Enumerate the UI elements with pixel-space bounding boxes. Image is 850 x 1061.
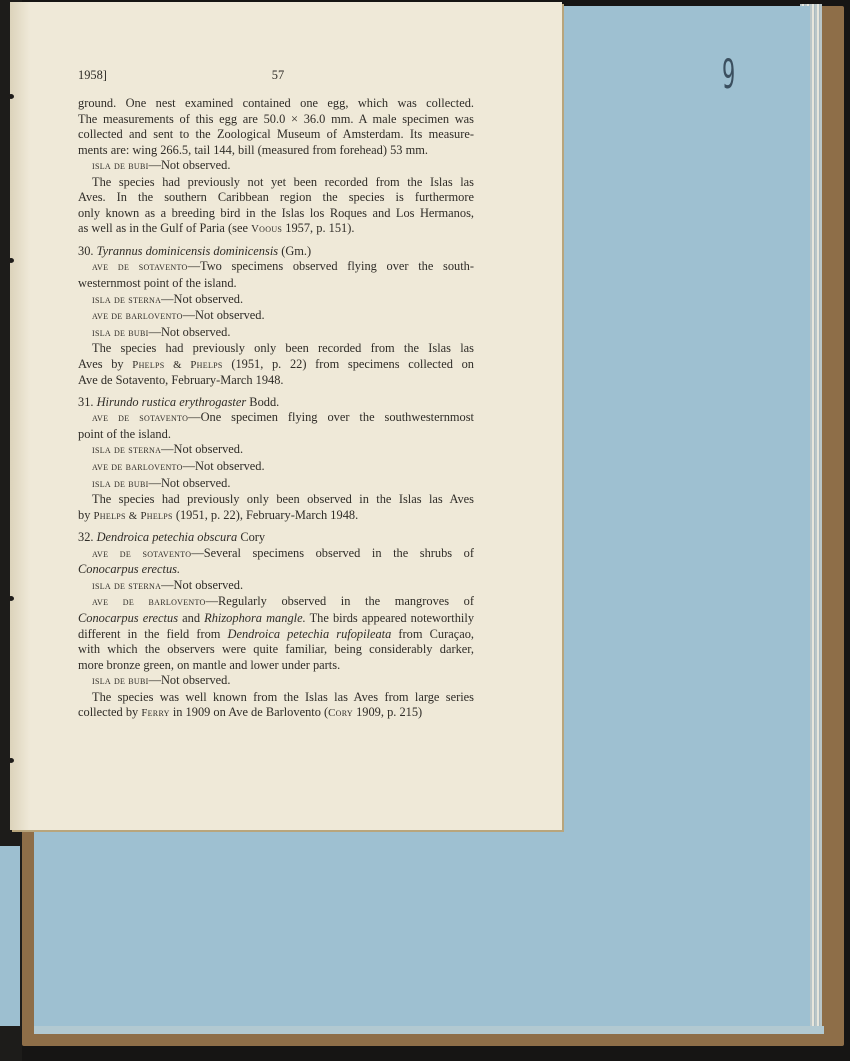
- text-run: 1909, p. 215): [353, 705, 423, 720]
- text-line: [78, 112, 474, 128]
- text-line: [78, 492, 474, 508]
- text-line: [78, 244, 474, 260]
- text-line: [78, 705, 474, 722]
- text-run: The species had previously not yet been recorded from the Islas las: [92, 174, 474, 189]
- small-caps-text: isla de sterna: [92, 579, 162, 592]
- text-run: The species had previously only been recorded from the Islas las: [92, 341, 474, 356]
- text-run: —Several specimens observed in the shrubs of: [191, 545, 474, 560]
- text-run: ments are: wing 266.5, tail 144, bill (measured from forehead) 53 mm.: [78, 142, 428, 157]
- text-line: [78, 427, 474, 443]
- text-line: [78, 221, 474, 238]
- text-line: [78, 206, 474, 222]
- text-line: [78, 373, 474, 389]
- text-run: —Not observed.: [148, 475, 231, 490]
- small-caps-text: Cory: [328, 707, 353, 720]
- text-line: [78, 594, 474, 611]
- binding-hole: [8, 596, 14, 601]
- blue-sheet-bottom-edge: [34, 1026, 824, 1034]
- text-line: [78, 276, 474, 292]
- text-line: [78, 642, 474, 658]
- small-caps-text: ave de sotavento: [92, 547, 192, 560]
- small-caps-text: isla de sterna: [92, 293, 162, 306]
- small-caps-text: ave de sotavento: [92, 412, 189, 425]
- text-line: [78, 341, 474, 357]
- text-line: [78, 175, 474, 191]
- small-caps-text: isla de bubi: [92, 477, 149, 490]
- text-run: —Not observed.: [148, 158, 231, 173]
- binding-hole: [8, 258, 14, 263]
- text-run: —Two specimens observed flying over the south-: [187, 259, 474, 274]
- text-run: westernmost point of the island.: [78, 276, 237, 291]
- text-run: —Not observed.: [161, 442, 244, 457]
- text-run: (1951, p. 22), February-March 1948.: [172, 507, 359, 522]
- text-line: [78, 308, 474, 325]
- text-run: —Not observed.: [182, 459, 265, 474]
- text-line: [78, 658, 474, 674]
- page-text: [78, 68, 474, 722]
- italic-text: Conocarpus erectus.: [78, 562, 181, 577]
- small-caps-text: ave de barlovento: [92, 596, 206, 609]
- text-line: [78, 357, 474, 374]
- text-run: from Curaçao,: [391, 626, 474, 641]
- small-caps-text: isla de bubi: [92, 326, 149, 339]
- text-run: (Gm.): [278, 243, 312, 258]
- italic-text: Dendroica petechia obscura: [96, 530, 238, 545]
- italic-text: Tyrannus dominicensis dominicensis: [96, 243, 279, 258]
- text-line: [78, 673, 474, 690]
- text-run: as well as in the Gulf of Paria (see: [78, 221, 252, 236]
- small-caps-text: ave de barlovento: [92, 461, 183, 474]
- binding-hole: [8, 758, 14, 763]
- text-run: only known as a breeding bird in the Islas los Roques and Los Hermanos,: [78, 205, 474, 220]
- running-header: [78, 68, 474, 96]
- small-caps-text: Ferry: [141, 707, 170, 720]
- text-run: Aves. In the southern Caribbean region the species is furthermore: [78, 190, 474, 205]
- small-caps-text: isla de bubi: [92, 160, 149, 173]
- text-line: [78, 459, 474, 476]
- text-run: 32.: [78, 530, 97, 545]
- text-run: and: [178, 610, 205, 625]
- text-run: Ave de Sotavento, February-March 1948.: [78, 373, 284, 388]
- text-run: 31.: [78, 394, 97, 409]
- text-run: 30.: [78, 243, 97, 258]
- small-caps-text: Voous: [251, 223, 283, 236]
- small-caps-text: Phelps & Phelps: [132, 358, 223, 371]
- text-run: collected and sent to the Zoological Museum of Amsterdam. Its measure-: [78, 127, 474, 142]
- text-run: (1951, p. 22) from specimens collected on: [222, 356, 474, 371]
- left-blue-strip: [0, 846, 20, 1026]
- text-line: [78, 562, 474, 578]
- text-run: different in the field from: [78, 626, 228, 641]
- small-caps-text: Phelps & Phelps: [93, 509, 173, 522]
- text-line: [78, 158, 474, 175]
- text-run: The birds appeared noteworthily: [305, 610, 475, 625]
- text-line: [78, 96, 474, 112]
- italic-text: Hirundo rustica erythrogaster: [96, 394, 247, 409]
- text-line: [78, 410, 474, 427]
- text-run: —Regularly observed in the mangroves of: [205, 594, 474, 609]
- text-run: in 1909 on Ave de Barlovento (: [169, 705, 329, 720]
- text-run: —Not observed.: [148, 673, 231, 688]
- text-line: [78, 325, 474, 342]
- text-line: [78, 127, 474, 143]
- text-line: [78, 546, 474, 563]
- text-run: more bronze green, on mantle and lower under parts.: [78, 657, 341, 672]
- text-run: —Not observed.: [161, 577, 244, 592]
- text-line: [78, 190, 474, 206]
- text-run: —Not observed.: [161, 291, 244, 306]
- text-line: [78, 611, 474, 627]
- text-line: [78, 508, 474, 525]
- sheet-number: 9: [722, 52, 736, 98]
- text-run: The species had previously only been observed in the Islas las Aves: [92, 492, 474, 507]
- text-run: 1957, p. 151).: [282, 221, 355, 236]
- text-line: [78, 442, 474, 459]
- text-run: by: [78, 507, 94, 522]
- text-run: collected by: [78, 705, 142, 720]
- italic-text: Conocarpus erectus: [78, 610, 179, 625]
- text-run: The measurements of this egg are 50.0 × 36.0 mm. A male specimen was: [78, 111, 474, 126]
- text-run: The species was well known from the Islas las Aves from large series: [92, 689, 474, 704]
- text-run: Bodd.: [246, 394, 280, 409]
- text-run: with which the observers were quite familiar, being considerably darker,: [78, 642, 474, 657]
- small-caps-text: isla de bubi: [92, 675, 149, 688]
- page-gutter-shadow: [10, 2, 30, 830]
- italic-text: Rhizophora mangle.: [204, 610, 306, 625]
- text-line: [78, 259, 474, 276]
- text-line: [78, 292, 474, 309]
- text-run: ground. One nest examined contained one egg, which was collected.: [78, 96, 474, 110]
- small-caps-text: isla de sterna: [92, 444, 162, 457]
- small-caps-text: ave de barlovento: [92, 310, 183, 323]
- text-line: [78, 627, 474, 643]
- text-run: point of the island.: [78, 426, 171, 441]
- text-run: Aves by: [78, 356, 133, 371]
- text-line: [78, 476, 474, 493]
- body-text: [78, 96, 474, 722]
- text-run: Cory: [237, 530, 266, 545]
- header-year: 1958]: [78, 68, 107, 82]
- text-run: —Not observed.: [182, 308, 265, 323]
- text-line: [78, 143, 474, 159]
- text-line: [78, 395, 474, 411]
- small-caps-text: ave de sotavento: [92, 261, 188, 274]
- text-line: [78, 530, 474, 546]
- text-run: —Not observed.: [148, 324, 231, 339]
- page-number: 57: [271, 68, 285, 82]
- binding-hole: [8, 94, 14, 99]
- italic-text: Dendroica petechia rufopileata: [227, 626, 392, 641]
- text-run: —One specimen flying over the southwesternmost: [188, 410, 475, 425]
- text-line: [78, 578, 474, 595]
- text-line: [78, 690, 474, 706]
